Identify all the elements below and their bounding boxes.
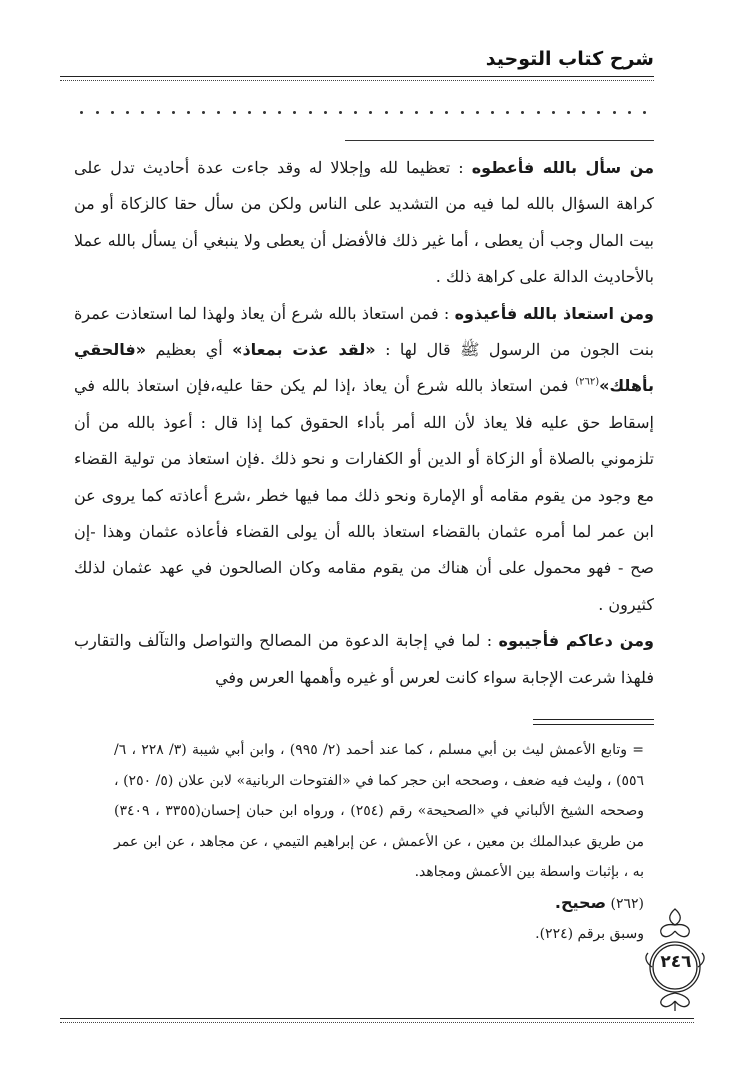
paragraph-seek-refuge (74, 296, 654, 624)
footer-rule-dotted (60, 1022, 694, 1023)
footnotes (114, 735, 644, 950)
footnote-continuation: = وتابع الأعمش ليث بن أبي مسلم ، كما عند أحمد (٢/ ٩٩٥) ، وابن أبي شيبة (٣/ ٢٢٨ ، ٦/ ٥٥٦) ، وليث فيه ضعف ، وصححه ابن حجر كما في «الفتوحات الربانية» لابن علان (٥/ ٢٥٠) ، وصححه الشيخ الألباني في «الصحيحة» رقم (٢٥٤) ، ورواه ابن حبان إحسان(٣٣٥٥ ، ٣٤٠٩) من طريق عبدالملك بن معين ، عن الأعمش ، عن إبراهيم التيمي ، عن مجاهد ، عن ابن عمر به ، بإثبات واسطة بين الأعمش ومجاهد. (114, 742, 645, 880)
paragraph-heading: ومن استعاذ بالله فأعيذوه (454, 303, 655, 323)
footnote-rule-double (533, 724, 654, 725)
page-number: ٢٤٦ (660, 952, 692, 972)
main-text (74, 150, 654, 696)
footnote-grade: صحيح. (554, 892, 607, 912)
running-header-title: شرح كتاب التوحيد (485, 48, 654, 70)
paragraph-text: : لما في إجابة الدعوة من المصالح والتواصل والتآلف والتقارب فلهذا شرعت الإجابة سواء كانت لعرس أو غيره وأهمها العرس وفي (74, 631, 654, 687)
footnote-rule (533, 719, 654, 720)
footnote-reference: (٢٦٢) (575, 377, 600, 389)
paragraph-text: : فمن استعاذ بالله شرع أن يعاذ ولهذا لما استعاذت عمرة بنت الجون من الرسول ﷺ قال لها : (74, 303, 655, 360)
hadith-quote: «فالحقي بأهلك» (74, 340, 654, 396)
footnote-number: (٢٦٢) (610, 895, 644, 912)
section-rule (345, 140, 654, 141)
footnote-262 (344, 888, 644, 920)
paragraph-text: أي بعظيم (146, 340, 233, 360)
footnote-262-line2: وسبق برقم (٢٢٤). (535, 926, 644, 942)
header-rule (60, 76, 654, 77)
header-rule-dotted (60, 80, 654, 81)
paragraph-ask-by-allah (74, 150, 654, 296)
footer-rule (60, 1018, 694, 1019)
paragraph-invitation (74, 623, 654, 696)
hadith-quote: «لقد عذت بمعاذ» (232, 340, 376, 360)
paragraph-heading: من سأل بالله فأعطوه (471, 158, 654, 177)
paragraph-heading: ومن دعاكم فأجيبوه (498, 631, 654, 651)
paragraph-text: : تعظيما لله وإجلالا له وقد جاءت عدة أحاديث تدل على كراهة السؤال بالله لما فيه من التشديد على الناس ولكن من سأل حقا كالزكاة أو من بيت المال وجب أن يعطى ، أما غير ذلك فالأفضل أن يعطى ولا ينبغي أن يسأل بالله عملا بالأحاديث الدالة على كراهة ذلك . (74, 158, 654, 287)
paragraph-text: فمن استعاذ بالله شرع أن يعاذ ،إذا لم يكن حقا عليه،فإن استعاذ بالله في إسقاط حق عليه فلا يعاذ لأن الله أمر بأداء الحقوق كما إذا قال : أعوذ بالله من أن تلزموني بالصلاة أو الزكاة أو الدين أو الكفارات و نحو ذلك .فإن استعاذ من تولية القضاء مع وجود من يقوم مقامه أو الإمارة ونحو ذلك مما فيها خطر ،شرع أعاذته كما يروى عن ابن عمر لما أمره عثمان بالقضاء استعاذ بالله أن يولى القضاء فأعاذه عثمان وهذا -إن صح - فهو محمول على أن هناك من يقوم مقامه وكان الصالحون في عهد عثمان لذلك كثيرون . (74, 376, 654, 614)
dotted-separator (80, 102, 646, 122)
